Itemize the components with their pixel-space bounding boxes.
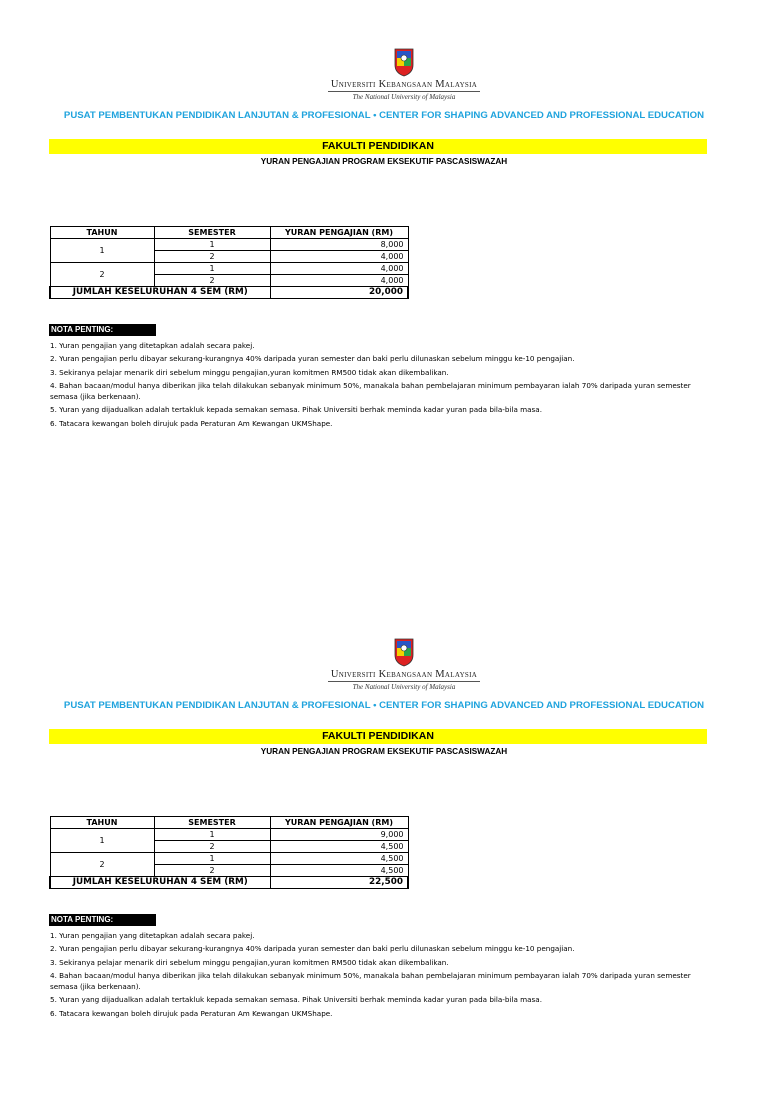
note-item: 6. Tatacara kewangan boleh dirujuk pada Peraturan Am Kewangan UKMShape. (50, 1008, 333, 1018)
fee-cell: 4,000 (270, 275, 408, 287)
faculty-title: FAKULTI PENDIDIKAN (49, 729, 707, 744)
semester-cell: 2 (154, 275, 270, 287)
ukm-crest-icon (393, 637, 415, 667)
total-row (50, 877, 408, 889)
year-cell: 2 (50, 853, 154, 877)
fee-cell: 4,500 (270, 865, 408, 877)
note-item: 3. Sekiranya pelajar menarik diri sebelum minggu pengajian,yuran komitmen RM500 tidak akan dikembalikan. (50, 957, 449, 967)
note-item: 4. Bahan bacaan/modul hanya diberikan jika telah dilakukan sebanyak minimum 50%, manakala bahan pembelajaran minimum pembayaran ialah 70% daripada yuran semester semasa (jika berkenaan). (50, 971, 691, 991)
fee-cell: 9,000 (270, 829, 408, 841)
university-logo (320, 637, 488, 691)
fee-table (49, 816, 409, 889)
notes-list (50, 931, 710, 1022)
center-title: PUSAT PEMBENTUKAN PENDIDIKAN LANJUTAN & PROFESIONAL • CENTER FOR SHAPING ADVANCED AND PROFESSIONAL EDUCATION (63, 110, 705, 121)
semester-cell: 1 (154, 853, 270, 865)
col-header-fee: YURAN PENGAJIAN (RM) (270, 227, 408, 239)
semester-cell: 1 (154, 829, 270, 841)
year-cell: 2 (50, 263, 154, 287)
table-row (50, 829, 408, 841)
fee-cell: 4,000 (270, 251, 408, 263)
note-item: 1. Yuran pengajian yang ditetapkan adalah secara pakej. (50, 341, 255, 350)
fee-section-2 (0, 590, 768, 1102)
fee-cell: 4,500 (270, 853, 408, 865)
divider (328, 681, 480, 682)
table-header-row (50, 817, 408, 829)
total-label: JUMLAH KESELURUHAN 4 SEM (RM) (50, 877, 270, 889)
ukm-crest-icon (393, 47, 415, 77)
program-title: YURAN PENGAJIAN PROGRAM EKSEKUTIF PASCASISWAZAH (260, 747, 508, 756)
university-name: Universiti Kebangsaan Malaysia (330, 79, 478, 90)
col-header-year: TAHUN (50, 227, 154, 239)
semester-cell: 1 (154, 263, 270, 275)
table-row (50, 239, 408, 251)
university-logo (320, 47, 488, 101)
fee-table (49, 226, 409, 299)
year-cell: 1 (50, 829, 154, 853)
year-cell: 1 (50, 239, 154, 263)
faculty-title: FAKULTI PENDIDIKAN (49, 139, 707, 154)
notes-list (50, 341, 710, 432)
semester-cell: 2 (154, 841, 270, 853)
semester-cell: 1 (154, 239, 270, 251)
col-header-fee: YURAN PENGAJIAN (RM) (270, 817, 408, 829)
col-header-semester: SEMESTER (154, 817, 270, 829)
fee-section-1 (0, 0, 768, 512)
note-item: 4. Bahan bacaan/modul hanya diberikan jika telah dilakukan sebanyak minimum 50%, manakala bahan pembelajaran minimum pembayaran ialah 70% daripada yuran semester semasa (jika berkenaan). (50, 381, 691, 401)
total-label: JUMLAH KESELURUHAN 4 SEM (RM) (50, 287, 270, 299)
university-subtitle: The National University of Malaysia (352, 93, 456, 101)
note-item: 6. Tatacara kewangan boleh dirujuk pada Peraturan Am Kewangan UKMShape. (50, 418, 333, 428)
table-row (50, 853, 408, 865)
total-row (50, 287, 408, 299)
note-item: 2. Yuran pengajian perlu dibayar sekurang-kurangnya 40% daripada yuran semester dan baki perlu dilunaskan sebelum minggu ke-10 pengajian. (50, 944, 575, 954)
note-item: 2. Yuran pengajian perlu dibayar sekurang-kurangnya 40% daripada yuran semester dan baki perlu dilunaskan sebelum minggu ke-10 pengajian. (50, 354, 575, 364)
fee-cell: 8,000 (270, 239, 408, 251)
nota-title: NOTA PENTING: (49, 914, 156, 926)
total-value: 22,500 (270, 877, 408, 889)
university-name: Universiti Kebangsaan Malaysia (330, 669, 478, 680)
note-item: 1. Yuran pengajian yang ditetapkan adalah secara pakej. (50, 931, 255, 940)
semester-cell: 2 (154, 865, 270, 877)
total-value: 20,000 (270, 287, 408, 299)
col-header-semester: SEMESTER (154, 227, 270, 239)
note-item: 5. Yuran yang dijadualkan adalah tertakluk kepada semakan semasa. Pihak Universiti berhak meminda kadar yuran pada bila-bila masa. (50, 995, 542, 1005)
table-header-row (50, 227, 408, 239)
center-title: PUSAT PEMBENTUKAN PENDIDIKAN LANJUTAN & PROFESIONAL • CENTER FOR SHAPING ADVANCED AND PROFESSIONAL EDUCATION (63, 700, 705, 711)
divider (328, 91, 480, 92)
program-title: YURAN PENGAJIAN PROGRAM EKSEKUTIF PASCASISWAZAH (260, 157, 508, 166)
fee-cell: 4,000 (270, 263, 408, 275)
note-item: 5. Yuran yang dijadualkan adalah tertakluk kepada semakan semasa. Pihak Universiti berhak meminda kadar yuran pada bila-bila masa. (50, 405, 542, 415)
fee-cell: 4,500 (270, 841, 408, 853)
semester-cell: 2 (154, 251, 270, 263)
nota-title: NOTA PENTING: (49, 324, 156, 336)
col-header-year: TAHUN (50, 817, 154, 829)
university-subtitle: The National University of Malaysia (352, 683, 456, 691)
note-item: 3. Sekiranya pelajar menarik diri sebelum minggu pengajian,yuran komitmen RM500 tidak akan dikembalikan. (50, 367, 449, 377)
table-row (50, 263, 408, 275)
